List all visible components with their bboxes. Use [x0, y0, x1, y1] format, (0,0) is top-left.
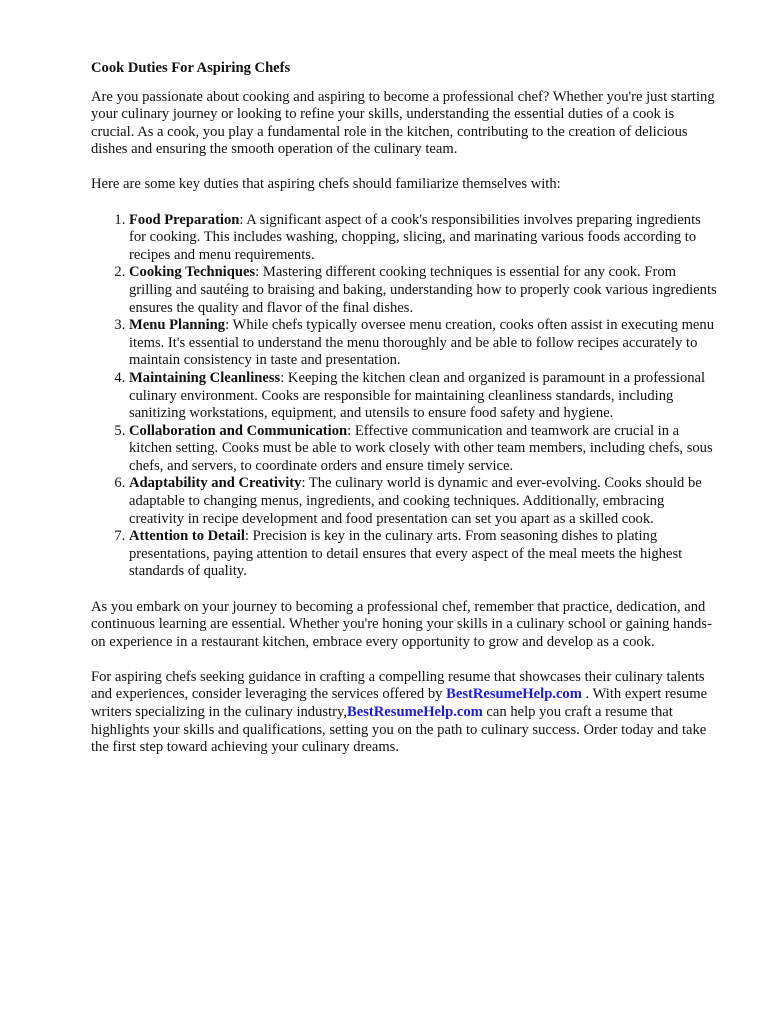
bestresumehelp-link[interactable]: BestResumeHelp.com: [347, 704, 483, 720]
bestresumehelp-link[interactable]: BestResumeHelp.com: [446, 686, 582, 703]
list-item: [129, 528, 721, 581]
duty-text: : While chefs typically oversee menu creation, cooks often assist in executing menu items. It's essential to understand the menu thoroughly and be able to follow recipes accurately to maintain consistency in taste and presentation.: [129, 317, 714, 369]
cta-text-part2: . With expert resume writers specializing in the culinary industry,: [91, 686, 708, 720]
cta-text-part1: For aspiring chefs seeking guidance in crafting a compelling resume that showcases their culinary talents and experiences, consider leveraging the services offered by: [91, 668, 705, 703]
duty-term: Food Preparation: [129, 211, 240, 228]
list-item: [129, 212, 721, 265]
document-title: Cook Duties For Aspiring Chefs: [91, 60, 291, 76]
duty-term: Menu Planning: [129, 317, 226, 334]
cta-paragraph: [91, 669, 721, 757]
duty-text: : Keeping the kitchen clean and organized is paramount in a professional culinary environment. Cooks are responsible for maintaining cleanliness standards, including sanitizing workstations, equipment, and utensils to ensure food safety and hygiene.: [129, 369, 706, 422]
duty-term: Maintaining Cleanliness: [129, 369, 281, 386]
duty-term: Collaboration and Communication: [129, 422, 348, 439]
duty-term: Adaptability and Creativity: [129, 475, 302, 492]
intro-paragraph: Are you passionate about cooking and aspiring to become a professional chef? Whether you're just starting your culinary journey or looking to refine your skills, understanding the essential duties of a cook is crucial. As a cook, you play a fundamental role in the kitchen, contributing to the creation of delicious dishes and ensuring the smooth operation of the culinary team.: [91, 88, 715, 158]
duties-list: [91, 212, 721, 581]
closing-paragraph: As you embark on your journey to becoming a professional chef, remember that practice, dedication, and continuous learning are essential. Whether you're honing your skills in a culinary school or gaining hands-on experience in a restaurant kitchen, embrace every opportunity to grow and develop as a cook.: [91, 598, 712, 650]
list-item: [129, 423, 721, 476]
list-item: [129, 264, 721, 317]
duty-text: : Precision is key in the culinary arts. From seasoning dishes to plating presentations, paying attention to detail ensures that every aspect of the meal meets the highest standards of quality.: [129, 528, 683, 580]
cta-text-part3: can help you craft a resume that highlights your skills and qualifications, setting you on the path to culinary success. Order today and take the first step toward achieving your culinary dreams.: [91, 704, 707, 756]
duty-text: : The culinary world is dynamic and ever-evolving. Cooks should be adaptable to changing menus, ingredients, and cooking techniques. Additionally, embracing creativity in recipe development and food presentation can set you apart as a skilled cook.: [129, 475, 702, 527]
duty-term: Cooking Techniques: [129, 264, 256, 281]
list-item: [129, 370, 721, 423]
document-page: [91, 60, 721, 774]
list-item: [129, 475, 721, 528]
lead-in-paragraph: Here are some key duties that aspiring chefs should familiarize themselves with:: [91, 176, 561, 193]
duty-text: : A significant aspect of a cook's responsibilities involves preparing ingredients for cooking. This includes washing, chopping, slicing, and marinating various foods according to recipes and menu requirements.: [129, 211, 701, 263]
duty-term: Attention to Detail: [129, 528, 245, 545]
list-item: [129, 317, 721, 370]
duty-text: : Effective communication and teamwork are crucial in a kitchen setting. Cooks must be able to work closely with other team members, including chefs, sous chefs, and servers, to coordinate orders and ensure timely service.: [129, 422, 713, 474]
duty-text: : Mastering different cooking techniques is essential for any cook. From grilling and sautéing to braising and baking, understanding how to properly cook various ingredients ensures the quality and flavor of the final dishes.: [129, 264, 717, 316]
